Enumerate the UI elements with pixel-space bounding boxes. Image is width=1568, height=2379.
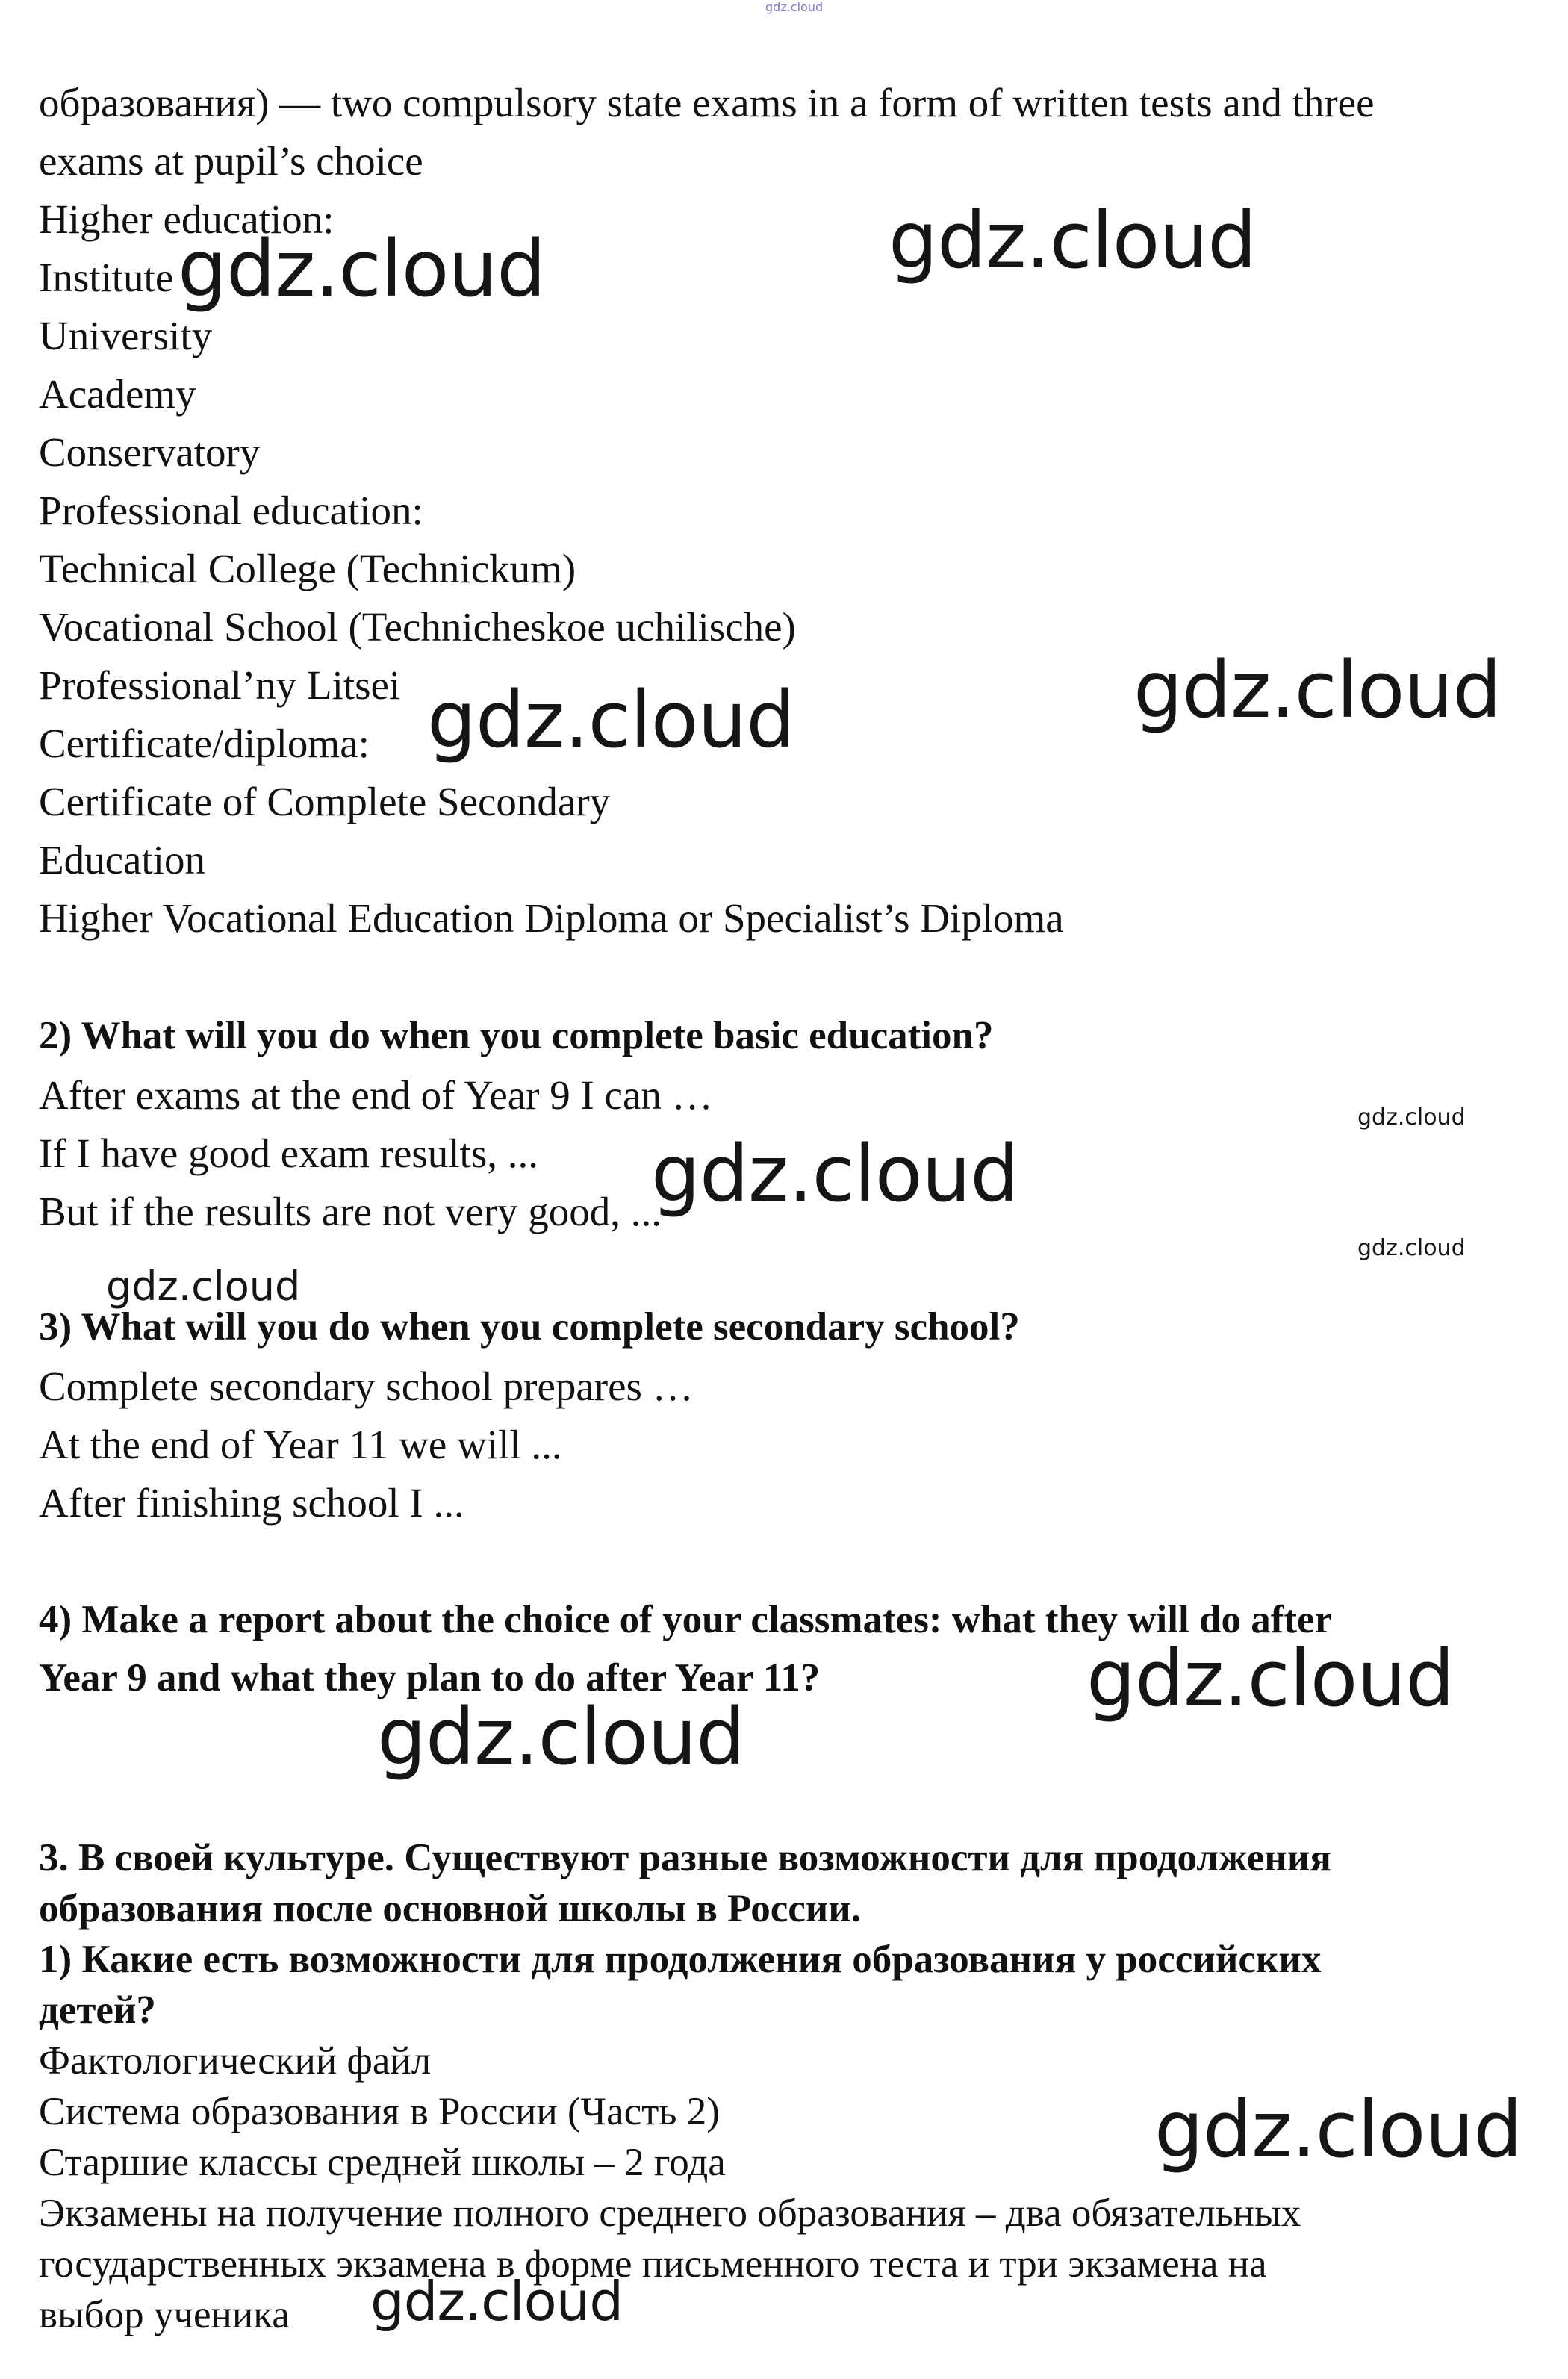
- watermark: gdz.cloud: [1154, 2084, 1522, 2175]
- text-line: But if the results are not very good, ...: [39, 1189, 662, 1234]
- text-line: Vocational School (Technicheskoe uchilische): [39, 604, 796, 650]
- watermark: gdz.cloud: [427, 674, 795, 765]
- text-line: государственных экзамена в форме письменного теста и три экзамена на: [39, 2242, 1267, 2286]
- text-line: Education: [39, 837, 205, 883]
- text-line: Старшие классы средней школы – 2 года: [39, 2141, 726, 2184]
- text-line: After finishing school I ...: [39, 1480, 464, 1526]
- text-line: University: [39, 313, 213, 358]
- text-line: Higher education:: [39, 196, 335, 242]
- text-line: Certificate of Complete Secondary: [39, 779, 611, 824]
- watermark: gdz.cloud: [1133, 644, 1502, 736]
- watermark: gdz.cloud: [377, 1691, 745, 1782]
- question-heading: 3) What will you do when you complete secondary school?: [39, 1305, 1020, 1349]
- text-line: At the end of Year 11 we will ...: [39, 1422, 562, 1467]
- text-line: образования) — two compulsory state exams in a form of written tests and three: [39, 80, 1375, 125]
- watermark: gdz.cloud: [370, 2270, 623, 2333]
- watermark: gdz.cloud: [106, 1263, 301, 1310]
- question-heading: 2) What will you do when you complete basic education?: [39, 1014, 994, 1057]
- watermark: gdz.cloud: [651, 1128, 1019, 1219]
- task-heading: 3. В своей культуре. Существуют разные возможности для продолжения: [39, 1836, 1332, 1879]
- question-heading: Year 9 and what they plan to do after Year 11?: [39, 1656, 821, 1699]
- watermark: gdz.cloud: [1357, 1104, 1466, 1131]
- text-line: Conservatory: [39, 429, 261, 475]
- task-heading: образования после основной школы в России.: [39, 1887, 862, 1930]
- text-line: Фактологический файл: [39, 2039, 432, 2083]
- text-line: Technical College (Technickum): [39, 546, 576, 591]
- text-line: Certificate/diploma:: [39, 721, 370, 766]
- text-line: Complete secondary school prepares …: [39, 1363, 694, 1409]
- text-line: Academy: [39, 371, 196, 417]
- watermark: gdz.cloud: [1086, 1633, 1455, 1724]
- text-line: выбор ученика: [39, 2293, 290, 2336]
- task-subheading: детей?: [39, 1988, 156, 2032]
- text-line: After exams at the end of Year 9 I can …: [39, 1072, 713, 1118]
- text-line: Professional’ny Litsei: [39, 662, 401, 708]
- task-subheading: 1) Какие есть возможности для продолжения образования у российских: [39, 1938, 1322, 1981]
- text-line: Система образования в России (Часть 2): [39, 2090, 720, 2133]
- text-line: If I have good exam results, ...: [39, 1131, 538, 1176]
- text-line: Higher Vocational Education Diploma or Specialist’s Diploma: [39, 895, 1064, 941]
- text-line: Экзамены на получение полного среднего образования – два обязательных: [39, 2192, 1301, 2235]
- watermark: gdz.cloud: [765, 0, 824, 14]
- watermark: gdz.cloud: [889, 195, 1257, 286]
- watermark: gdz.cloud: [1357, 1235, 1466, 1261]
- question-heading: 4) Make a report about the choice of your classmates: what they will do after: [39, 1598, 1333, 1641]
- text-line: Professional education:: [39, 488, 423, 533]
- text-line: Institute: [39, 255, 174, 300]
- text-line: exams at pupil’s choice: [39, 138, 423, 184]
- watermark: gdz.cloud: [178, 223, 546, 314]
